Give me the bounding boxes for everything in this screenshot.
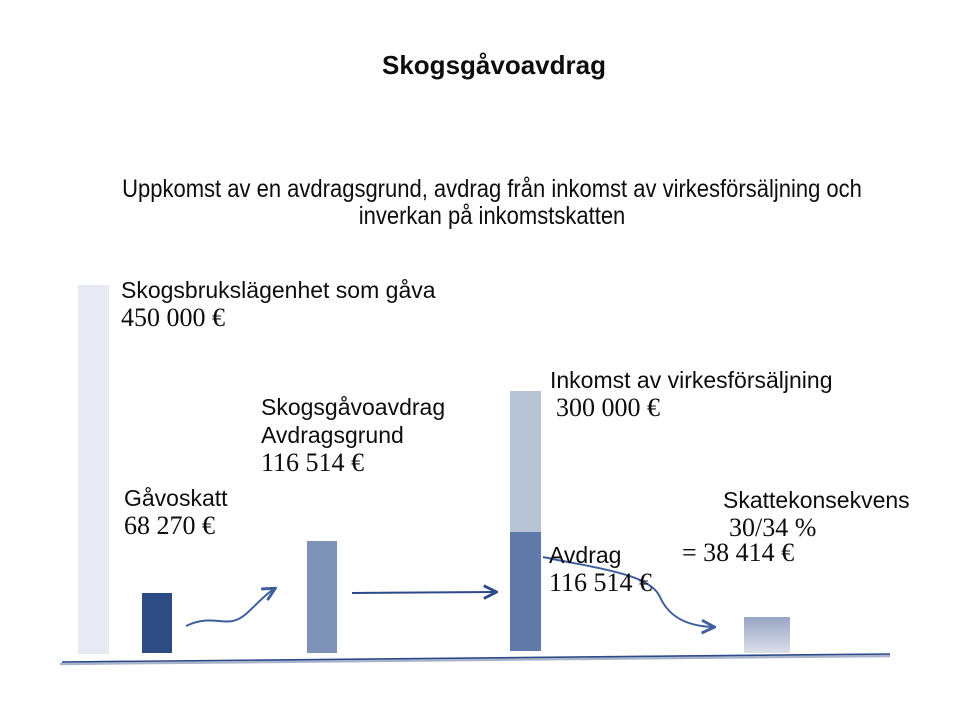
gift-tax-label-text: Gåvoskatt [124, 485, 228, 511]
deduction-base-sublabel-text: Avdragsgrund [261, 422, 404, 448]
slide-subtitle [59, 176, 925, 230]
ground-line-dark [62, 654, 890, 662]
label-deduction-base [261, 393, 445, 477]
deduction-base-amount-text: 116 514 € [261, 448, 365, 477]
deduction-base-label-text: Skogsgåvoavdrag [261, 394, 446, 420]
bar-timber-income [510, 391, 541, 651]
timber-income-label-text: Inkomst av virkesförsäljning [550, 367, 833, 393]
gift-tax-amount-text: 68 270 € [124, 511, 215, 540]
tax-result-text: = 38 414 € [682, 538, 795, 567]
label-avdrag [549, 541, 652, 597]
bar-tax-consequence [744, 617, 790, 653]
subtitle-line-1: Uppkomst av en avdragsgrund, avdrag från inkomst av virkesförsäljning och [122, 175, 862, 203]
label-gift [121, 276, 436, 332]
bar-gift-property [78, 285, 109, 654]
gift-label-text: Skogsbrukslägenhet som gåva [121, 277, 436, 303]
tax-rate-text: 30/34 % [729, 513, 817, 542]
timber-income-amount-text: 300 000 € [556, 393, 660, 422]
slide-title: Skogsgåvoavdrag [382, 50, 606, 80]
avdrag-label-text: Avdrag [549, 542, 622, 568]
label-gift-tax [124, 484, 228, 540]
avdrag-amount-text: 116 514 € [549, 568, 653, 597]
bar-timber-income-remainder [510, 391, 541, 532]
label-tax-result [682, 539, 794, 567]
bar-gift-tax [142, 593, 172, 653]
arrow-deduction-to-income [352, 592, 495, 593]
bar-timber-income-deduction-part [510, 532, 541, 651]
bar-deduction-base [307, 541, 337, 653]
arrow-gifttax-to-deduction [186, 589, 274, 626]
tax-consequence-label-text: Skattekonsekvens [723, 487, 910, 513]
ground-line-light [60, 656, 890, 664]
subtitle-line-2: inverkan på inkomstskatten [358, 202, 626, 230]
label-tax-consequence [723, 486, 910, 542]
label-timber-income [550, 366, 833, 422]
gift-amount-text: 450 000 € [121, 303, 225, 332]
